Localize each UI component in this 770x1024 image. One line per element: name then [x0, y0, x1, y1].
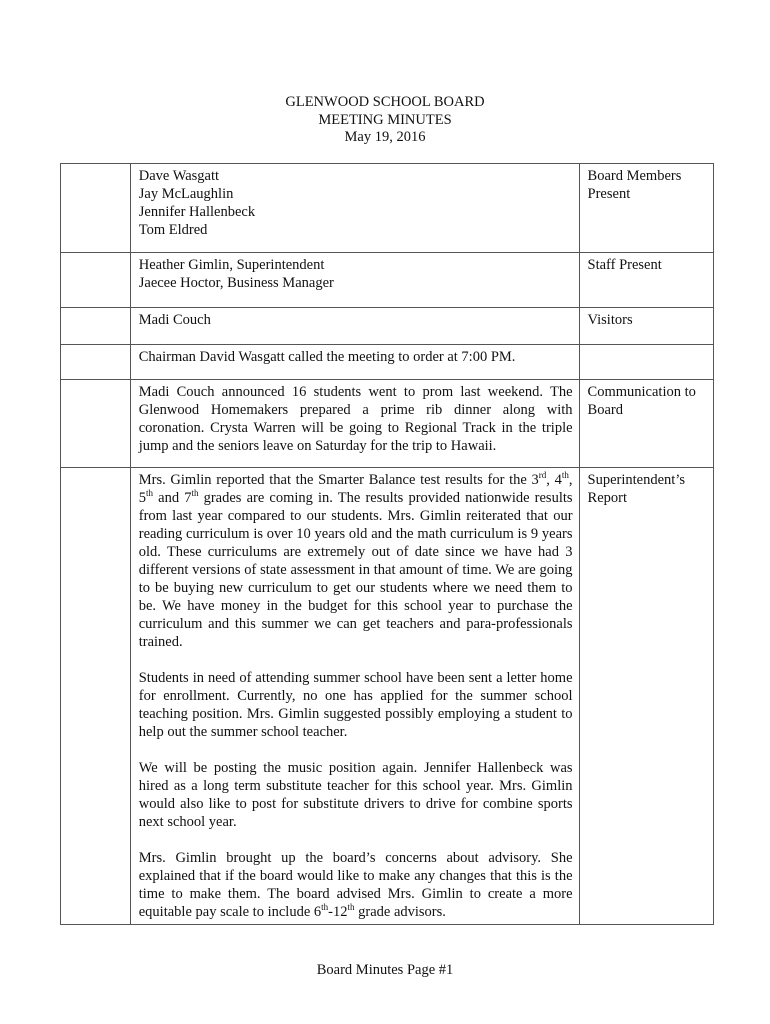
topic-label: Board — [587, 402, 623, 418]
meeting-date: May 19, 2016 — [344, 129, 426, 145]
row-call-to-order — [61, 345, 714, 380]
member-name: Tom Eldred — [138, 222, 208, 238]
page-footer: Board Minutes Page #1 — [316, 962, 454, 978]
topic-label: Visitors — [587, 312, 633, 328]
row-superintendent-report — [61, 468, 714, 925]
content-cell — [130, 308, 579, 345]
row-visitors — [61, 308, 714, 345]
call-to-order-text: Chairman David Wasgatt called the meeting to order at 7:00 PM. — [138, 349, 516, 365]
topic-label: Board Members — [587, 168, 682, 184]
topic-cell — [579, 308, 713, 345]
margin-cell — [61, 345, 131, 380]
margin-cell — [61, 253, 131, 308]
margin-cell — [61, 468, 131, 925]
member-name: Jennifer Hallenbeck — [138, 204, 256, 220]
topic-label: Communication to — [587, 384, 696, 400]
topic-cell — [579, 380, 713, 468]
content-cell — [130, 380, 579, 468]
row-staff — [61, 253, 714, 308]
document-title: MEETING MINUTES — [318, 111, 452, 128]
visitor-name: Madi Couch — [138, 312, 211, 328]
report-paragraph: Mrs. Gimlin brought up the board’s concerns about advisory. She explained that if the board would like to make any changes that this is the time to make them. The board advised Mrs. Gimlin to create a more equitable pay scale to include 6th-12th grade advisors. — [138, 850, 573, 920]
communication-text: Madi Couch announced 16 students went to prom last weekend. The Glenwood Homemakers prepared a prime rib dinner along with coronation. Crysta Warren will be going to Regional Track in the triple jump and the seniors leave on Saturday for the trip to Hawaii. — [138, 384, 573, 454]
report-paragraph: We will be posting the music position again. Jennifer Hallenbeck was hired as a long term substitute teacher for this school year. Mrs. Gimlin would also like to post for substitute drivers to drive for combine sports next school year. — [138, 760, 573, 830]
topic-label: Report — [587, 490, 627, 506]
member-name: Jay McLaughlin — [138, 186, 234, 202]
content-cell — [130, 164, 579, 253]
margin-cell — [61, 308, 131, 345]
topic-label: Present — [587, 186, 631, 202]
org-name: GLENWOOD SCHOOL BOARD — [285, 94, 485, 110]
staff-name: Heather Gimlin, Superintendent — [138, 257, 325, 273]
minutes-table — [60, 163, 714, 925]
topic-cell — [579, 345, 713, 380]
row-board-members — [61, 164, 714, 253]
topic-cell — [579, 468, 713, 925]
margin-cell — [61, 380, 131, 468]
report-paragraph: Students in need of attending summer school have been sent a letter home for enrollment. Currently, no one has applied for the summer school teaching position. Mrs. Gimlin suggested possibly employing a student to help out the summer school teacher. — [138, 670, 573, 740]
member-name: Dave Wasgatt — [138, 168, 220, 184]
document-header — [0, 94, 770, 147]
row-communication — [61, 380, 714, 468]
staff-name: Jaecee Hoctor, Business Manager — [138, 275, 334, 291]
topic-cell — [579, 164, 713, 253]
report-paragraph: Mrs. Gimlin reported that the Smarter Balance test results for the 3rd, 4th, 5th and 7th grades are coming in. The results provided nationwide results from last year compared to our students. Mrs. Gimlin reiterated that our reading curriculum is over 10 years old and the math curriculum is 9 years old. These curriculums are extremely out of date since we have had 3 different versions of state assessment in that amount of time. We are going to be buying new curriculum to get our students where we need them to be. We have money in the budget for this school year to purchase the curriculum and this summer we can get teachers and para-professionals trained. — [138, 470, 573, 650]
margin-cell — [61, 164, 131, 253]
topic-cell — [579, 253, 713, 308]
topic-label: Staff Present — [587, 257, 662, 273]
content-cell — [130, 253, 579, 308]
content-cell — [130, 345, 579, 380]
content-cell — [130, 468, 579, 925]
topic-label: Superintendent’s — [587, 472, 685, 488]
